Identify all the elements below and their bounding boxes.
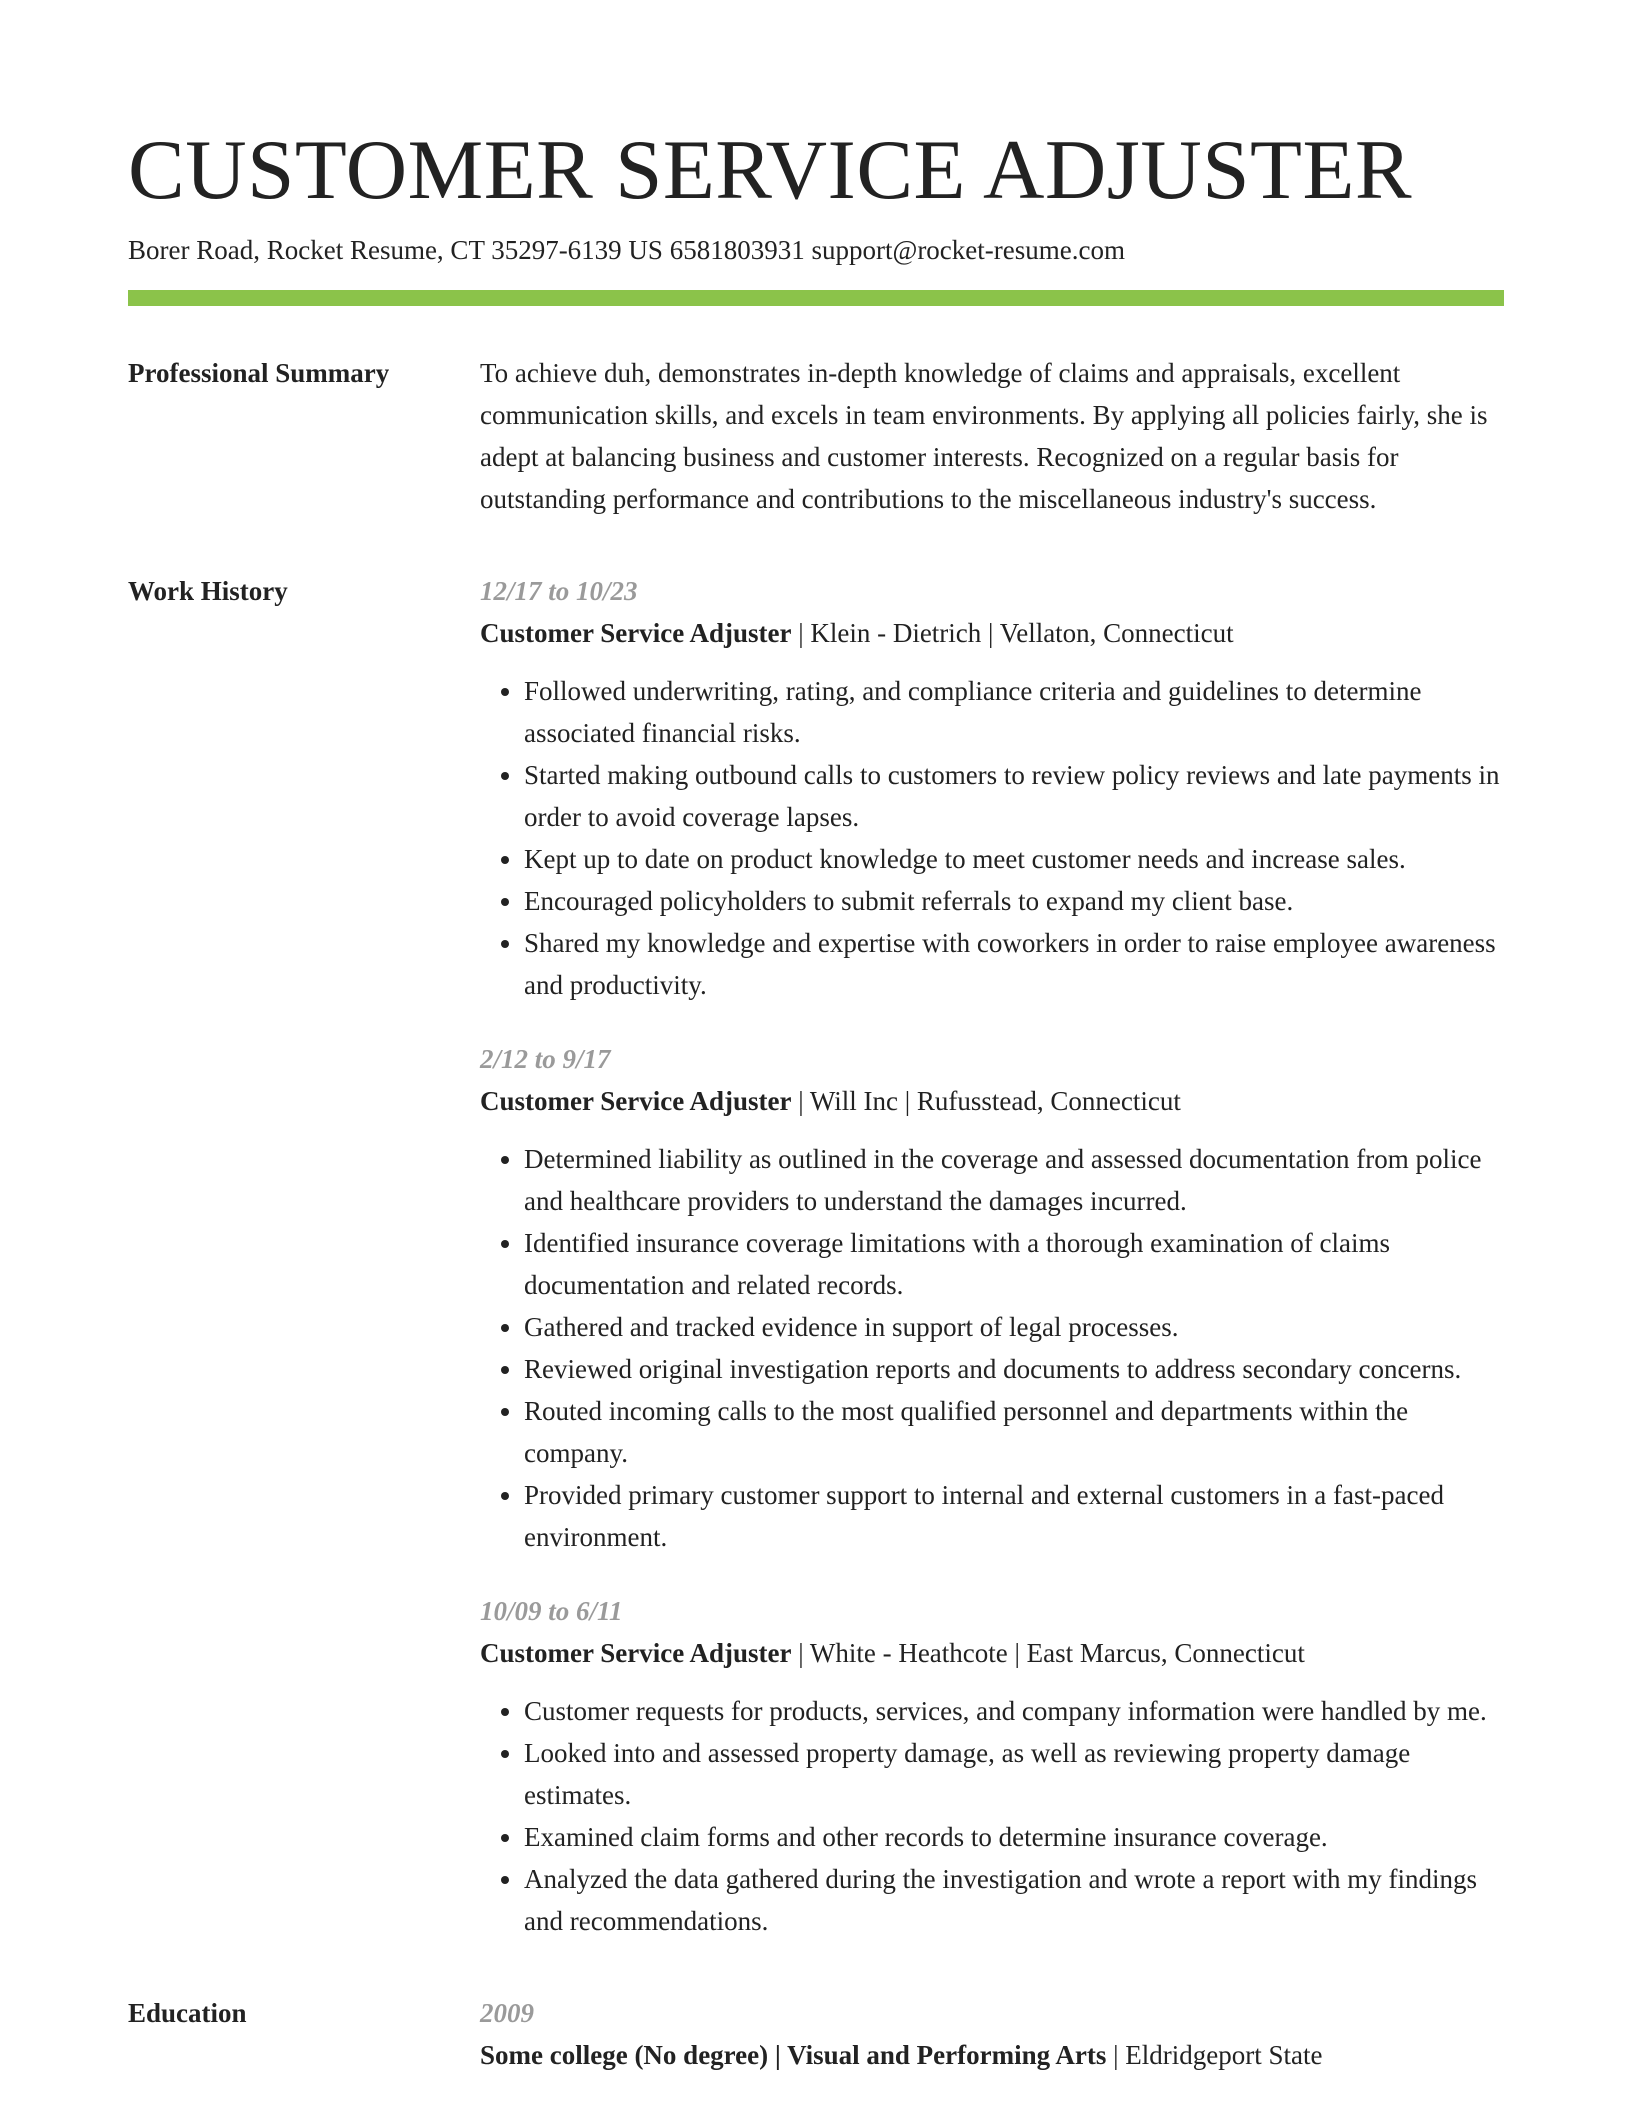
job-bullet: • Looked into and assessed property damage, as well as reviewing property damage estimates. xyxy=(524,1732,1504,1816)
header-divider xyxy=(128,290,1504,306)
job-heading xyxy=(480,1080,1504,1122)
job-bullet: • Encouraged policyholders to submit referrals to expand my client base. xyxy=(524,880,1504,922)
education-title: Education xyxy=(128,1998,247,2028)
resume-page xyxy=(128,120,1504,2076)
resume-name: CUSTOMER SERVICE ADJUSTER xyxy=(128,123,1413,217)
education-section xyxy=(128,1992,1504,2076)
job-bullets xyxy=(480,1690,1504,1942)
job-bullet: • Routed incoming calls to the most qualified personnel and departments within the company. xyxy=(524,1390,1504,1474)
job-bullets xyxy=(480,670,1504,1006)
job-role: Customer Service Adjuster xyxy=(480,1638,792,1668)
job-bullet: • Analyzed the data gathered during the investigation and wrote a report with my findings and recommendations. xyxy=(524,1858,1504,1942)
contact-line: Borer Road, Rocket Resume, CT 35297-6139 US 6581803931 support@rocket-resume.com xyxy=(128,235,1125,265)
work-history-title: Work History xyxy=(128,576,288,606)
job-bullet: • Provided primary customer support to internal and external customers in a fast-paced environment. xyxy=(524,1474,1504,1558)
job-entry xyxy=(480,570,1504,1006)
job-bullet: • Identified insurance coverage limitations with a thorough examination of claims documentation and related records. xyxy=(524,1222,1504,1306)
education-heading xyxy=(480,2034,1504,2076)
summary-section xyxy=(128,352,1504,520)
job-role: Customer Service Adjuster xyxy=(480,1086,792,1116)
job-role: Customer Service Adjuster xyxy=(480,618,792,648)
job-dates: 10/09 to 6/11 xyxy=(480,1596,623,1626)
job-details: | Will Inc | Rufusstead, Connecticut xyxy=(791,1086,1181,1116)
job-dates: 12/17 to 10/23 xyxy=(480,576,638,606)
education-dates: 2009 xyxy=(480,1998,534,2028)
job-bullet: • Customer requests for products, services, and company information were handled by me. xyxy=(524,1690,1504,1732)
job-bullet: • Reviewed original investigation reports and documents to address secondary concerns. xyxy=(524,1348,1504,1390)
job-bullet: • Shared my knowledge and expertise with coworkers in order to raise employee awareness and productivity. xyxy=(524,922,1504,1006)
education-school: | Eldridgeport State xyxy=(1106,2040,1323,2070)
job-bullet: • Kept up to date on product knowledge to meet customer needs and increase sales. xyxy=(524,838,1504,880)
job-bullet: • Followed underwriting, rating, and compliance criteria and guidelines to determine associated financial risks. xyxy=(524,670,1504,754)
job-bullets xyxy=(480,1138,1504,1558)
job-bullet: • Gathered and tracked evidence in support of legal processes. xyxy=(524,1306,1504,1348)
job-bullet: • Started making outbound calls to customers to review policy reviews and late payments in order to avoid coverage lapses. xyxy=(524,754,1504,838)
work-history-section xyxy=(128,570,1504,1942)
job-heading xyxy=(480,1632,1504,1674)
summary-text: To achieve duh, demonstrates in-depth knowledge of claims and appraisals, excellent communication skills, and excels in team environments. By applying all policies fairly, she is adept at balancing business and customer interests. Recognized on a regular basis for outstanding performance and contributions to the miscellaneous industry's success. xyxy=(480,358,1488,514)
job-bullet: • Determined liability as outlined in the coverage and assessed documentation from police and healthcare providers to understand the damages incurred. xyxy=(524,1138,1504,1222)
job-dates: 2/12 to 9/17 xyxy=(480,1044,611,1074)
job-heading xyxy=(480,612,1504,654)
job-details: | White - Heathcote | East Marcus, Connecticut xyxy=(791,1638,1305,1668)
job-details: | Klein - Dietrich | Vellaton, Connecticut xyxy=(791,618,1234,648)
job-bullet: • Examined claim forms and other records to determine insurance coverage. xyxy=(524,1816,1504,1858)
jobs-list xyxy=(480,570,1504,1942)
job-entry xyxy=(480,1038,1504,1558)
summary-title: Professional Summary xyxy=(128,358,390,388)
education-degree: Some college (No degree) | Visual and Performing Arts xyxy=(480,2040,1107,2070)
job-entry xyxy=(480,1590,1504,1942)
